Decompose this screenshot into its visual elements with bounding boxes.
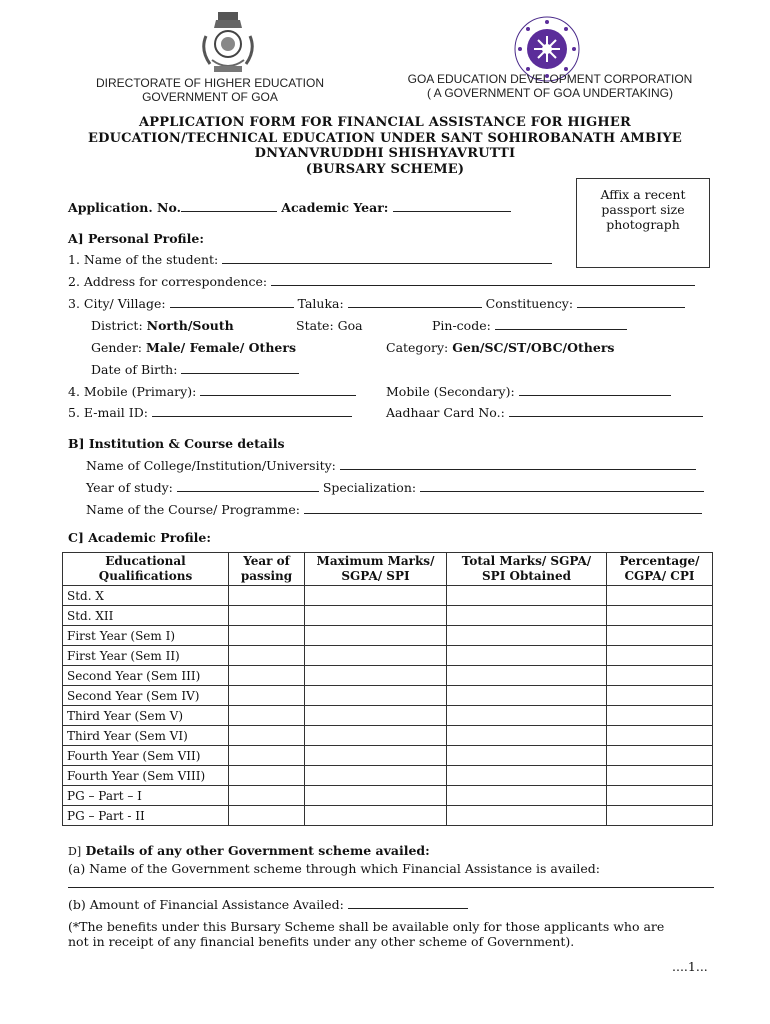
qualification-cell: PG – Part - II [63,806,229,826]
obtained-cell[interactable] [447,586,607,606]
student-name-field[interactable] [222,252,552,264]
gender-row: Gender: Male/ Female/ Others [91,340,296,355]
year-cell[interactable] [229,706,305,726]
section-d-heading: D] Details of any other Government scheme availed: [68,843,430,858]
max-marks-cell[interactable] [305,746,447,766]
percentage-cell[interactable] [607,686,713,706]
college-field[interactable] [340,458,696,470]
qualification-cell: Fourth Year (Sem VIII) [63,766,229,786]
course-row: Name of the Course/ Programme: [86,502,702,517]
qualification-cell: PG – Part – I [63,786,229,806]
percentage-cell[interactable] [607,626,713,646]
max-marks-cell[interactable] [305,626,447,646]
academic-year-field[interactable] [393,200,511,212]
qualification-cell: Second Year (Sem III) [63,666,229,686]
year-cell[interactable] [229,606,305,626]
pincode-field[interactable] [495,318,627,330]
qualification-cell: Fourth Year (Sem VII) [63,746,229,766]
percentage-cell[interactable] [607,726,713,746]
column-header: Total Marks/ SGPA/ SPI Obtained [447,553,607,586]
aadhaar-field[interactable] [509,405,703,417]
email-row: 5. E-mail ID: [68,405,352,420]
mobile-primary-field[interactable] [200,384,356,396]
year-cell[interactable] [229,626,305,646]
mobile-secondary-field[interactable] [519,384,671,396]
header-right [370,72,730,100]
qualification-cell: First Year (Sem II) [63,646,229,666]
year-cell[interactable] [229,586,305,606]
gender-options[interactable]: Male/ Female/ Others [146,340,296,355]
obtained-cell[interactable] [447,686,607,706]
constituency-field[interactable] [577,296,685,308]
percentage-cell[interactable] [607,646,713,666]
obtained-cell[interactable] [447,626,607,646]
amount-row: (b) Amount of Financial Assistance Availed: [68,897,468,912]
max-marks-cell[interactable] [305,606,447,626]
state-label: State: Goa [296,318,363,333]
corporation-name: GOA EDUCATION DEVELOPMENT CORPORATION [407,72,693,86]
max-marks-cell[interactable] [305,766,447,786]
scheme-name-field[interactable] [68,876,714,888]
table-row [63,746,713,766]
government-name: GOVERNMENT OF GOA [142,90,278,104]
address-field[interactable] [271,274,695,286]
city-field[interactable] [170,296,294,308]
table-row [63,646,713,666]
corporation-subtitle: ( A GOVERNMENT OF GOA UNDERTAKING) [426,86,674,100]
obtained-cell[interactable] [447,786,607,806]
mobile-secondary-row: Mobile (Secondary): [386,384,671,399]
address-row: 2. Address for correspondence: [68,274,695,289]
application-no-field[interactable] [181,200,277,212]
column-header: Educational Qualifications [63,553,229,586]
year-cell[interactable] [229,786,305,806]
header-left [60,76,360,104]
application-no-label: Application. No. [68,200,181,215]
table-row [63,766,713,786]
mobile-primary-row: 4. Mobile (Primary): [68,384,356,399]
max-marks-cell[interactable] [305,726,447,746]
max-marks-cell[interactable] [305,646,447,666]
obtained-cell[interactable] [447,746,607,766]
year-cell[interactable] [229,666,305,686]
student-name-row: 1. Name of the student: [68,252,552,267]
amount-field[interactable] [348,897,468,909]
year-cell[interactable] [229,746,305,766]
max-marks-cell[interactable] [305,786,447,806]
percentage-cell[interactable] [607,666,713,686]
year-study-field[interactable] [177,480,319,492]
year-cell[interactable] [229,726,305,746]
government-emblem-logo [196,10,260,74]
percentage-cell[interactable] [607,706,713,726]
max-marks-cell[interactable] [305,706,447,726]
qualification-cell: Std. X [63,586,229,606]
qualification-cell: Second Year (Sem IV) [63,686,229,706]
column-header: Maximum Marks/ SGPA/ SPI [305,553,447,586]
section-a-heading: A] Personal Profile: [68,231,204,246]
column-header: Year of passing [229,553,305,586]
city-row: 3. City/ Village: Taluka: Constituency: [68,296,685,311]
obtained-cell[interactable] [447,606,607,626]
year-cell[interactable] [229,766,305,786]
form-title: APPLICATION FORM FOR FINANCIAL ASSISTANCE FOR HIGHER EDUCATION/TECHNICAL EDUCATION UNDER SANT SOHIROBANATH AMBIYE DNYANVRUDDHI SHISHYAVRUTTI (BURSARY SCHEME) [88,115,682,177]
pincode-row: Pin-code: [432,318,627,333]
column-header: Percentage/ CGPA/ CPI [607,553,713,586]
percentage-cell[interactable] [607,746,713,766]
table-row [63,806,713,826]
dob-field[interactable] [181,362,299,374]
max-marks-cell[interactable] [305,586,447,606]
year-cell[interactable] [229,686,305,706]
district-label: District: North/South [91,318,234,333]
table-row [63,626,713,646]
page-marker: ....1... [672,959,708,974]
photo-box: Affix a recent passport size photograph [576,178,710,268]
table-row [63,606,713,626]
specialization-field[interactable] [420,480,704,492]
obtained-cell[interactable] [447,806,607,826]
year-cell[interactable] [229,806,305,826]
course-field[interactable] [304,502,702,514]
eligibility-note: (*The benefits under this Bursary Scheme shall be available only for those applicants who are not in receipt of any financial benefits under any other scheme of Government). [68,919,665,949]
obtained-cell[interactable] [447,766,607,786]
obtained-cell[interactable] [447,706,607,726]
directorate-name: DIRECTORATE OF HIGHER EDUCATION [95,76,324,90]
table-row [63,706,713,726]
table-row [63,726,713,746]
qualification-cell: Third Year (Sem V) [63,706,229,726]
qualification-cell: First Year (Sem I) [63,626,229,646]
percentage-cell[interactable] [607,606,713,626]
category-row: Category: Gen/SC/ST/OBC/Others [386,340,615,355]
section-b-heading: B] Institution & Course details [68,436,285,451]
max-marks-cell[interactable] [305,686,447,706]
category-options[interactable]: Gen/SC/ST/OBC/Others [452,340,615,355]
table-row [63,786,713,806]
qualification-cell: Std. XII [63,606,229,626]
qualification-cell: Third Year (Sem VI) [63,726,229,746]
obtained-cell[interactable] [447,646,607,666]
max-marks-cell[interactable] [305,806,447,826]
max-marks-cell[interactable] [305,666,447,686]
percentage-cell[interactable] [607,586,713,606]
obtained-cell[interactable] [447,726,607,746]
percentage-cell[interactable] [607,766,713,786]
table-row [63,586,713,606]
academic-year-label: Academic Year: [281,200,389,215]
table-row [63,666,713,686]
academic-profile-table [62,552,713,826]
college-row: Name of College/Institution/University: [86,458,696,473]
application-row [68,200,511,215]
scheme-name-label: (a) Name of the Government scheme through which Financial Assistance is availed: [68,861,600,876]
dob-row: Date of Birth: [91,362,299,377]
taluka-field[interactable] [348,296,482,308]
table-row [63,686,713,706]
percentage-cell[interactable] [607,806,713,826]
section-c-heading: C] Academic Profile: [68,530,211,545]
district-value: North/South [146,318,234,333]
percentage-cell[interactable] [607,786,713,806]
aadhaar-row: Aadhaar Card No.: [386,405,703,420]
obtained-cell[interactable] [447,666,607,686]
academic-table-wrap [62,552,713,826]
email-field[interactable] [152,405,352,417]
table-header-row [63,553,713,586]
year-cell[interactable] [229,646,305,666]
year-study-row: Year of study: Specialization: [86,480,704,495]
